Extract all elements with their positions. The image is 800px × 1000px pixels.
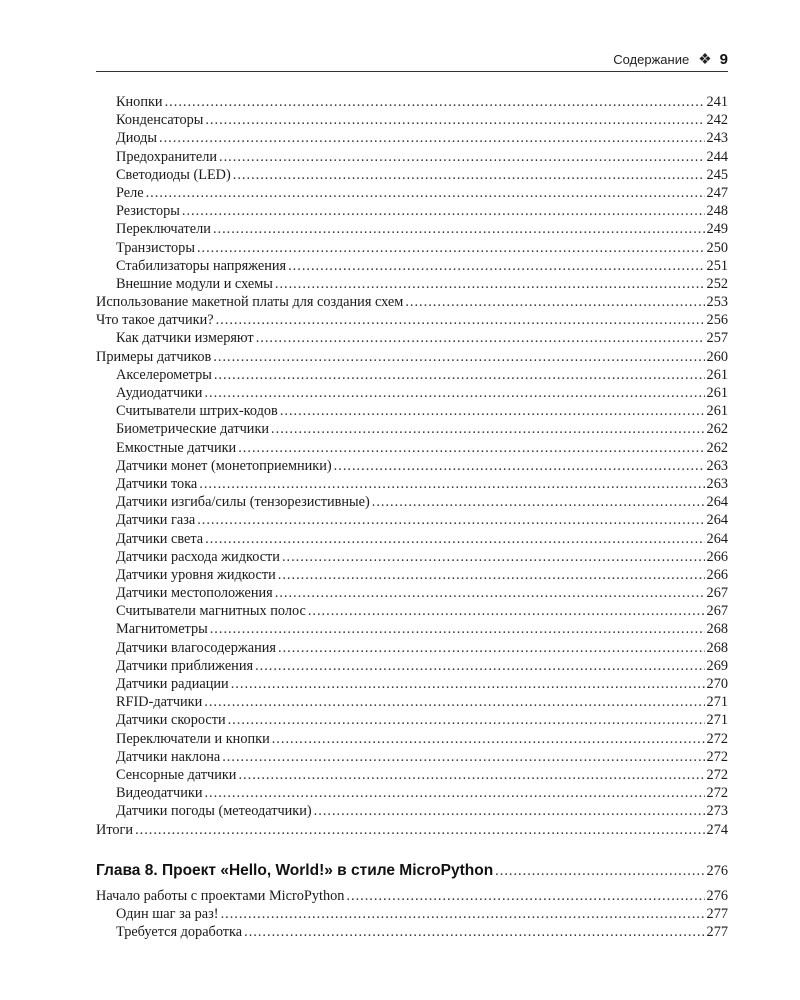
toc-entry-title: Примеры датчиков [96, 348, 212, 365]
toc-entry-page: 251 [706, 257, 728, 274]
toc-entry-title: Датчики монет (монетоприемники) [116, 457, 332, 474]
toc-dot-leader [255, 657, 704, 675]
toc-dot-leader [231, 675, 705, 693]
toc-dot-leader [308, 602, 705, 620]
table-of-contents [96, 93, 728, 941]
toc-entry[interactable] [96, 530, 728, 548]
toc-entry-page: 260 [706, 348, 728, 365]
toc-entry-title: Кнопки [116, 94, 163, 110]
toc-dot-leader [495, 859, 704, 883]
toc-section-micropython [96, 887, 728, 942]
toc-entry[interactable] [96, 184, 728, 202]
toc-entry-title: Датчики расхода жидкости [116, 548, 280, 565]
toc-entry-title: Датчики газа [116, 512, 196, 529]
toc-entry-title: Начало работы с проектами MicroPython [96, 887, 345, 904]
toc-dot-leader [135, 821, 704, 839]
toc-entry[interactable] [96, 93, 728, 111]
toc-dot-leader [165, 93, 705, 111]
toc-entry-title: Конденсаторы [116, 112, 204, 129]
toc-entry-page: 244 [706, 148, 728, 165]
toc-entry-title: Датчики наклона [116, 748, 221, 765]
toc-entry-page: 268 [706, 621, 728, 638]
toc-entry-page: 267 [706, 585, 728, 602]
toc-entry-page: 257 [706, 330, 728, 347]
toc-entry-page: 264 [706, 512, 728, 529]
toc-entry-page: 250 [706, 239, 728, 256]
toc-entry[interactable] [96, 293, 728, 311]
toc-entry-page: 266 [706, 548, 728, 565]
toc-dot-leader [282, 548, 705, 566]
toc-entry[interactable] [96, 402, 728, 420]
toc-entry[interactable] [96, 311, 728, 329]
toc-dot-leader [213, 220, 705, 238]
toc-entry[interactable] [96, 766, 728, 784]
toc-entry-page: 253 [706, 294, 728, 311]
toc-entry-page: 274 [706, 821, 728, 838]
toc-dot-leader [221, 905, 705, 923]
toc-dot-leader [244, 923, 704, 941]
page-number: 9 [719, 50, 728, 68]
toc-entry-page: 262 [706, 421, 728, 438]
running-header [96, 47, 728, 71]
toc-entry-page: 261 [706, 403, 728, 420]
toc-entry-title: Светодиоды (LED) [116, 166, 231, 183]
toc-dot-leader [314, 802, 705, 820]
toc-entry-page: 252 [706, 275, 728, 292]
toc-dot-leader [146, 184, 705, 202]
toc-entry-page: 263 [706, 475, 728, 492]
toc-entry-page: 272 [706, 730, 728, 747]
ornament-icon: ❖ [698, 51, 712, 68]
toc-dot-leader [275, 275, 705, 293]
toc-entry-title: Считыватели магнитных полос [116, 603, 306, 620]
toc-dot-leader [334, 457, 705, 475]
toc-entry-page: 269 [706, 657, 728, 674]
toc-entry[interactable] [96, 620, 728, 638]
toc-entry-title: Датчики тока [116, 475, 198, 492]
toc-entry-title: Емкостные датчики [116, 439, 237, 456]
toc-entry-page: 276 [706, 887, 728, 904]
toc-entry-page: 267 [706, 603, 728, 620]
toc-entry[interactable] [96, 923, 728, 941]
toc-entry[interactable] [96, 329, 728, 347]
toc-dot-leader [197, 511, 704, 529]
toc-entry-title: Сенсорные датчики [116, 766, 237, 783]
toc-entry-title: Требуется доработка [116, 924, 243, 941]
toc-dot-leader [219, 148, 705, 166]
toc-dot-leader [222, 748, 704, 766]
toc-entry-page: 271 [706, 694, 728, 711]
toc-entry-page: 271 [706, 712, 728, 729]
toc-entry[interactable] [96, 166, 728, 184]
toc-entry[interactable] [96, 711, 728, 729]
toc-entry[interactable] [96, 129, 728, 147]
toc-entry[interactable] [96, 493, 728, 511]
toc-entry[interactable] [96, 257, 728, 275]
toc-entry[interactable] [96, 148, 728, 166]
toc-entry-title: Датчики света [116, 530, 204, 547]
toc-entry-title: Биометрические датчики [116, 421, 270, 438]
toc-dot-leader [210, 620, 705, 638]
toc-entry-title: Магнитометры [116, 621, 208, 638]
toc-entry-page: 273 [706, 803, 728, 820]
toc-chapter-title: Глава 8. Проект «Hello, World!» в стиле MicroPython [96, 861, 494, 879]
toc-dot-leader [228, 711, 705, 729]
toc-entry[interactable] [96, 275, 728, 293]
toc-dot-leader [197, 239, 705, 257]
toc-entry[interactable] [96, 730, 728, 748]
header-rule [96, 71, 728, 72]
toc-entry-page: 243 [706, 130, 728, 147]
toc-entry-title: Переключатели [116, 221, 211, 238]
toc-dot-leader [272, 730, 705, 748]
toc-entry-page: 242 [706, 112, 728, 129]
toc-entry-title: Стабилизаторы напряжения [116, 257, 287, 274]
toc-dot-leader [405, 293, 704, 311]
toc-entry[interactable] [96, 511, 728, 529]
toc-dot-leader [199, 475, 704, 493]
toc-entry-title: Датчики уровня жидкости [116, 566, 276, 583]
toc-entry-page: 277 [706, 905, 728, 922]
toc-dot-leader [288, 257, 704, 275]
toc-entry-page: 272 [706, 785, 728, 802]
toc-entry-title: Датчики местоположения [116, 585, 273, 602]
toc-entry[interactable] [96, 584, 728, 602]
toc-entry-page: 248 [706, 203, 728, 220]
toc-dot-leader [275, 584, 705, 602]
toc-entry-page: 247 [706, 184, 728, 201]
toc-entry-title: Датчики приближения [116, 657, 254, 674]
toc-entry-title: Датчики изгиба/силы (тензорезистивные) [116, 494, 370, 511]
toc-dot-leader [214, 366, 705, 384]
toc-dot-leader [204, 693, 704, 711]
toc-entry[interactable] [96, 239, 728, 257]
toc-entry[interactable] [96, 602, 728, 620]
toc-entry-title: Реле [116, 184, 144, 201]
toc-entry-title: Аудиодатчики [116, 385, 203, 401]
toc-dot-leader [205, 111, 704, 129]
toc-entry[interactable] [96, 548, 728, 566]
toc-chapter-heading[interactable] [96, 859, 728, 883]
toc-entry-page: 264 [706, 494, 728, 511]
toc-entry[interactable] [96, 111, 728, 129]
toc-entry-title: Как датчики измеряют [116, 330, 254, 347]
toc-entry-title: Датчики скорости [116, 712, 226, 729]
toc-dot-leader [346, 887, 704, 905]
toc-dot-leader [238, 766, 704, 784]
toc-entry-title: Использование макетной платы для создания схем [96, 294, 404, 311]
toc-dot-leader [238, 439, 704, 457]
toc-dot-leader [205, 530, 704, 548]
toc-entry-title: Считыватели штрих-кодов [116, 403, 278, 420]
toc-entry-page: 249 [706, 221, 728, 238]
toc-entry-page: 272 [706, 766, 728, 783]
toc-dot-leader [278, 639, 705, 657]
toc-entry-title: Внешние модули и схемы [116, 275, 273, 292]
toc-entry-title: Диоды [116, 130, 158, 147]
toc-entry[interactable] [96, 384, 728, 402]
toc-dot-leader [271, 420, 705, 438]
toc-entry[interactable] [96, 821, 728, 839]
toc-entry-page: 241 [706, 94, 728, 110]
toc-entry-page: 262 [706, 439, 728, 456]
toc-entry[interactable] [96, 748, 728, 766]
toc-entry-page: 270 [706, 676, 728, 692]
toc-entry[interactable] [96, 802, 728, 820]
toc-dot-leader [256, 329, 705, 347]
toc-entry-title: Датчики радиации [116, 676, 229, 692]
toc-dot-leader [278, 566, 705, 584]
toc-entry-title: Предохранители [116, 148, 218, 165]
toc-entry-title: Резисторы [116, 203, 180, 220]
toc-entry[interactable] [96, 784, 728, 802]
toc-entry[interactable] [96, 439, 728, 457]
toc-dot-leader [216, 311, 705, 329]
toc-entry[interactable] [96, 905, 728, 923]
toc-entry-title: Видеодатчики [116, 785, 203, 802]
toc-entry-title: Акселерометры [116, 366, 212, 383]
toc-dot-leader [159, 129, 705, 147]
toc-entry-page: 272 [706, 748, 728, 765]
toc-chapter-page: 276 [706, 862, 728, 879]
toc-entry[interactable] [96, 675, 728, 693]
toc-dot-leader [280, 402, 705, 420]
toc-entry[interactable] [96, 202, 728, 220]
toc-dot-leader [233, 166, 705, 184]
toc-entry-title: RFID-датчики [116, 694, 203, 711]
toc-dot-leader [204, 384, 704, 402]
toc-entry-title: Транзисторы [116, 239, 195, 256]
toc-entry[interactable] [96, 693, 728, 711]
toc-entry[interactable] [96, 566, 728, 584]
toc-entry-page: 256 [706, 312, 728, 329]
toc-entry[interactable] [96, 639, 728, 657]
toc-entry[interactable] [96, 420, 728, 438]
running-header-section: Содержание [613, 51, 690, 67]
toc-entry[interactable] [96, 657, 728, 675]
toc-entry[interactable] [96, 457, 728, 475]
toc-entry-page: 261 [706, 366, 728, 383]
toc-entry-page: 264 [706, 530, 728, 547]
toc-dot-leader [204, 784, 704, 802]
toc-entry-title: Итоги [96, 821, 134, 838]
toc-entry-page: 245 [706, 166, 728, 183]
toc-entry-title: Датчики влагосодержания [116, 639, 276, 656]
toc-section-sensors [96, 93, 728, 839]
toc-entry-title: Один шаг за раз! [116, 905, 219, 922]
toc-entry-page: 266 [706, 566, 728, 583]
toc-dot-leader [213, 348, 704, 366]
toc-entry-page: 268 [706, 639, 728, 656]
toc-entry-page: 277 [706, 924, 728, 941]
toc-entry[interactable] [96, 887, 728, 905]
toc-entry-title: Переключатели и кнопки [116, 730, 270, 747]
toc-entry-title: Что такое датчики? [96, 312, 214, 329]
toc-entry-page: 263 [706, 457, 728, 474]
toc-dot-leader [182, 202, 705, 220]
toc-entry[interactable] [96, 220, 728, 238]
toc-entry-page: 261 [706, 385, 728, 401]
toc-entry[interactable] [96, 475, 728, 493]
toc-entry-title: Датчики погоды (метеодатчики) [116, 803, 312, 820]
toc-entry[interactable] [96, 366, 728, 384]
toc-dot-leader [372, 493, 705, 511]
toc-entry[interactable] [96, 348, 728, 366]
